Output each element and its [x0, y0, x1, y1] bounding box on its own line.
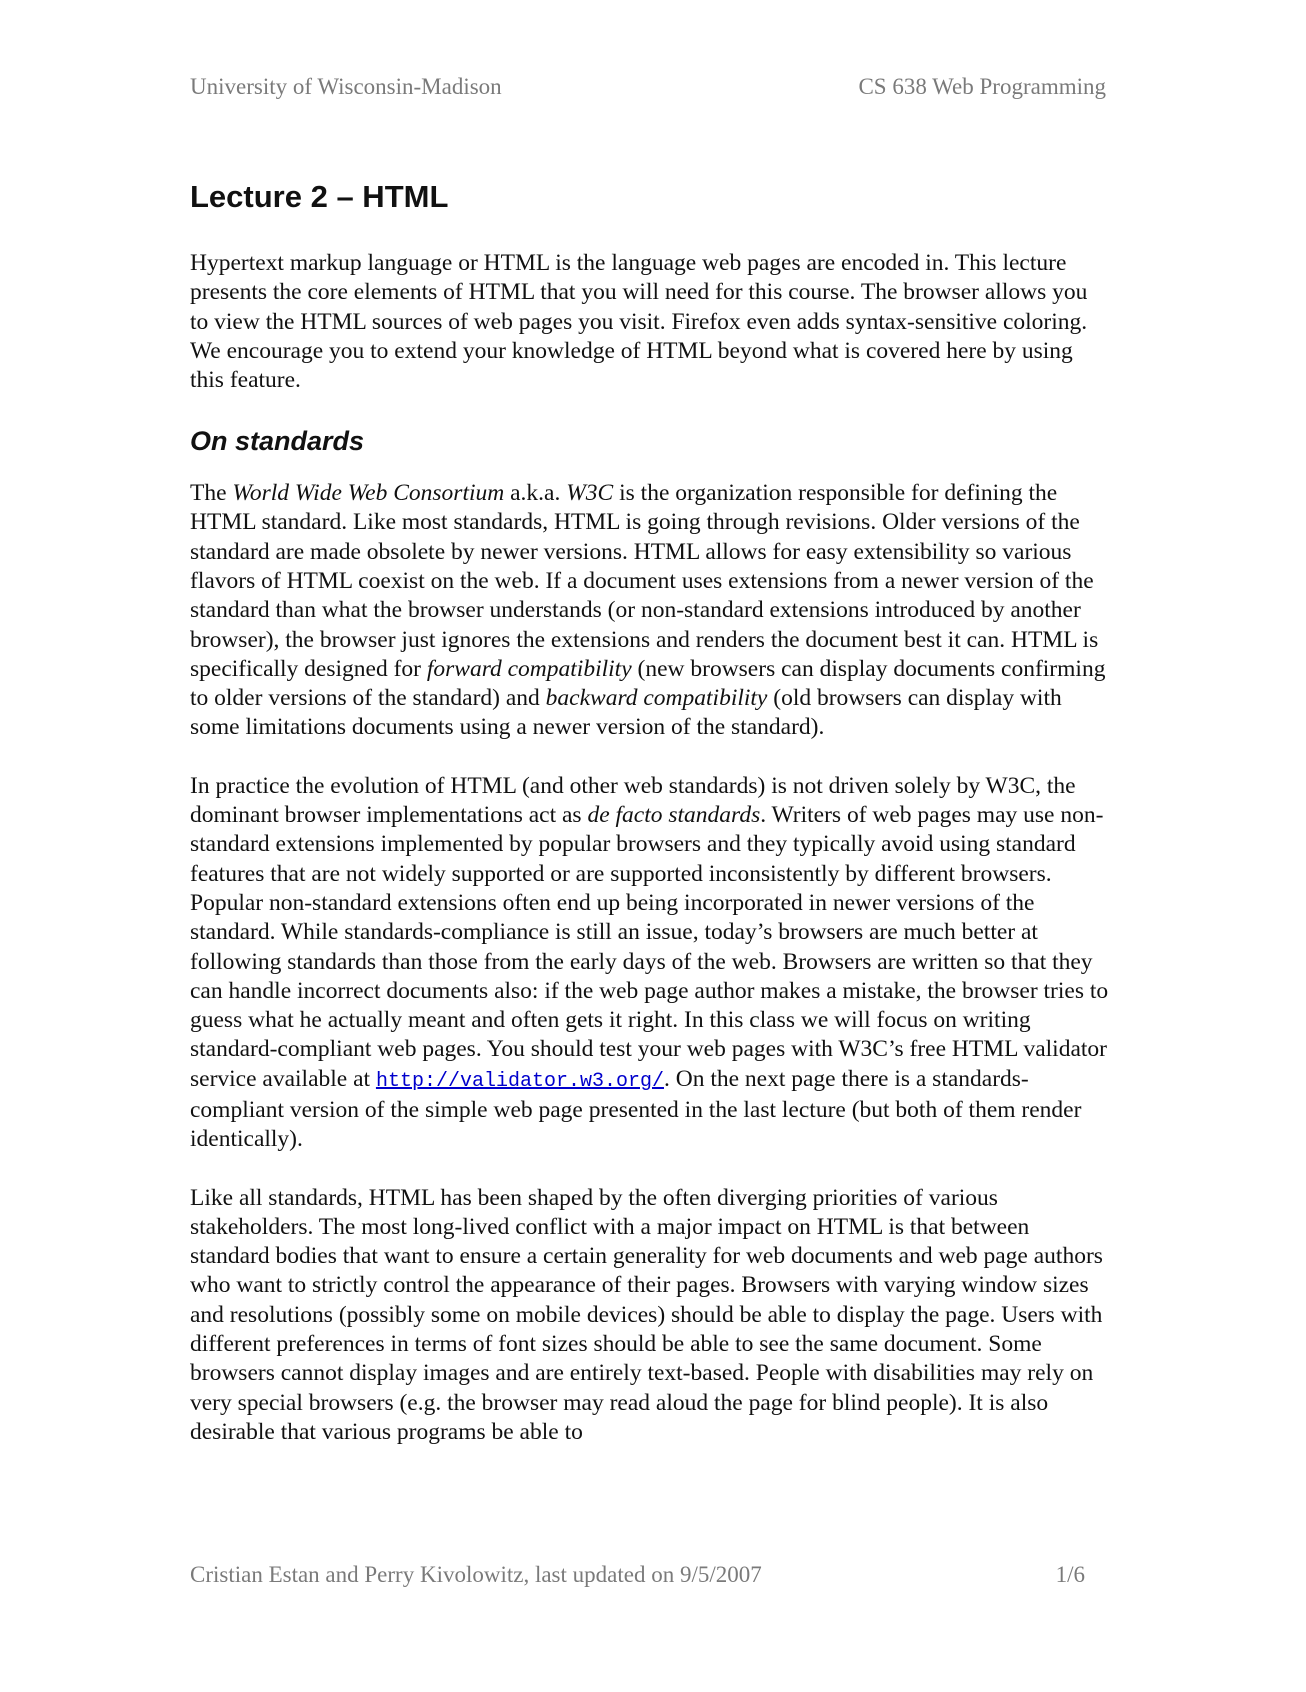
- text-run: . Writers of web pages may use non-standard extensions implemented by popular browsers and they typically avoid using standard features that are not widely supported or are supported inconsistently by different browsers. Popular non-standard extensions often end up being incorporated in newer versions of the standard. While standards-compliance is still an issue, today’s browsers are much better at following standards than those from the early days of the web. Browsers are written so that they can handle incorrect documents also: if the web page author makes a mistake, the browser tries to guess what he actually meant and often gets it right. In this class we will focus on writing standard-compliant web pages. You should test your web pages with W3C’s free HTML validator service available at: [190, 802, 1109, 1092]
- text-run: (old browsers can display with some limitations documents using a newer version of the standard).: [190, 685, 1062, 741]
- text-run: The: [190, 480, 233, 507]
- running-header: [190, 74, 1106, 100]
- de-facto-term: de facto standards: [587, 802, 761, 829]
- w3c-abbreviation: W3C: [566, 480, 614, 507]
- standards-paragraph-1: [190, 479, 1110, 743]
- header-course: CS 638 Web Programming: [858, 74, 1106, 99]
- text-run: . On the next page there is a standards-compliant version of the simple web page presented in the last lecture (but both of them render identically).: [190, 1065, 1082, 1153]
- validator-link[interactable]: http://validator.w3.org/: [375, 1069, 664, 1093]
- w3c-name: World Wide Web Consortium: [232, 480, 505, 507]
- page-title: Lecture 2 – HTML: [190, 179, 449, 214]
- header-institution: University of Wisconsin-Madison: [190, 74, 502, 99]
- page-number: 1/6: [1055, 1562, 1085, 1587]
- running-footer: [190, 1562, 1085, 1588]
- text-run: In practice the evolution of HTML (and other web standards) is not driven solely by W3C, the dominant browser implementations act as: [190, 772, 1076, 829]
- text-run: (new browsers can display documents confirming to older versions of the standard) and: [190, 655, 1106, 712]
- text-run: a.k.a.: [504, 480, 567, 507]
- standards-paragraph-2: [190, 772, 1110, 1155]
- backward-compatibility-term: backward compatibility: [545, 685, 768, 712]
- standards-paragraph-3: Like all standards, HTML has been shaped by the often diverging priorities of various stakeholders. The most long-lived conflict with a major impact on HTML is that between standard bodies that want to ensure a certain generality for web documents and web page authors who want to strictly control the appearance of their pages. Browsers with varying window sizes and resolutions (possibly some on mobile devices) should be able to display the page. Users with different preferences in terms of font sizes should be able to see the same document. Some browsers cannot display images and are entirely text-based. People with disabilities may rely on very special browsers (e.g. the browser may read aloud the page for blind people). It is also desirable that various programs be able to: [190, 1184, 1103, 1445]
- document-body: [190, 178, 1110, 1476]
- text-run: is the organization responsible for defining the HTML standard. Like most standards, HTML is going through revisions. Older versions of the standard are made obsolete by newer versions. HTML allows for easy extensibility so various flavors of HTML coexist on the web. If a document uses extensions from a newer version of the standard than what the browser understands (or non-standard extensions introduced by another browser), the browser just ignores the extensions and renders the document best it can. HTML is specifically designed for: [190, 480, 1099, 682]
- forward-compatibility-term: forward compatibility: [426, 655, 632, 682]
- intro-paragraph: Hypertext markup language or HTML is the language web pages are encoded in. This lecture presents the core elements of HTML that you will need for this course. The browser allows you to view the HTML sources of web pages you visit. Firefox even adds syntax-sensitive coloring. We encourage you to extend your knowledge of HTML beyond what is covered here by using this feature.: [190, 250, 1088, 394]
- section-heading: On standards: [190, 425, 365, 456]
- footer-authors: Cristian Estan and Perry Kivolowitz, last updated on 9/5/2007: [190, 1562, 762, 1587]
